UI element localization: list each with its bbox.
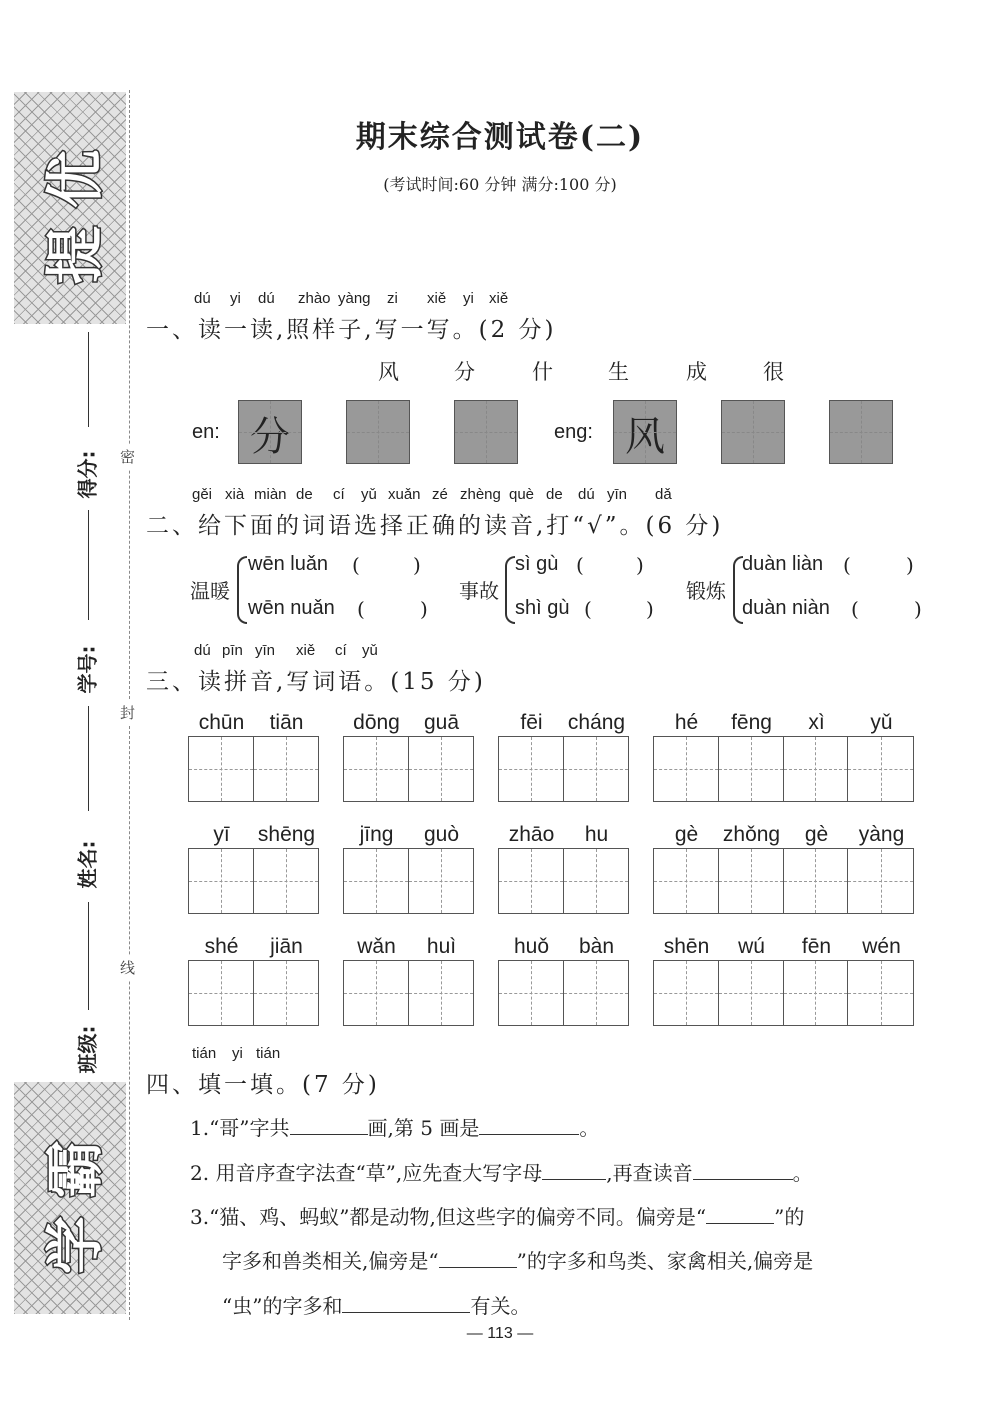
side-rule-2 [88,510,89,620]
q4-item3-line3-a: “虫”的字多和 [222,1294,343,1318]
q4-item-3-line1 [190,1201,804,1230]
q2-brace-1 [237,556,247,624]
q3-r1-py: guā [423,711,460,734]
q3-r2-py: yī [213,823,230,846]
q2-pinyin-3: miàn [254,486,287,503]
q2-paren-3a-close: ) [906,553,914,577]
q3-r1-py: cháng [567,711,626,734]
q1-eng-box-3[interactable] [829,400,893,464]
q4-pinyin-3: tián [256,1045,281,1062]
q3-r3-py: fēn [801,935,832,958]
q3-r2-py: zhāo [508,823,555,846]
seal-xian: 线 [120,955,135,980]
q2-paren-1b-open[interactable]: ( [357,597,365,621]
q1-en-box-3[interactable] [454,400,518,464]
q2-option-3b: duàn niàn [742,597,830,619]
badge-top-text: 提优 [41,131,109,285]
q3-r1-py: fēng [731,711,772,734]
q4-blank-stroke-count[interactable] [290,1116,368,1135]
q2-option-2a: sì gù [515,553,559,575]
q2-option-1b: wēn nuǎn [248,597,335,619]
q3-r3-py: huǒ [513,935,550,958]
q4-item1-b: 画,第 5 画是 [367,1116,480,1140]
q2-paren-3b-open[interactable]: ( [851,597,859,621]
seal-feng: 封 [120,700,135,725]
q2-word-1: 温暖 [190,579,230,603]
q3-r3-py: wǎn [357,935,396,958]
q1-en-example: 分 [250,414,290,460]
q4-item2-b: ,再查读音 [606,1161,693,1185]
q4-item-3-line2 [222,1245,813,1274]
q3-r2-py: yàng [858,823,905,846]
q3-r2-py: shēng [257,823,316,846]
seal-mi: 密 [120,444,135,469]
q1-en-example-box [238,400,302,464]
q4-item2-a: 2. 用音序查字法查“草”,应先查大写字母 [190,1161,543,1185]
q1-pinyin-9: xiě [489,290,509,307]
q3-r3-py: shēn [663,935,710,958]
q3-grid-r2-w4[interactable] [653,848,914,914]
q2-paren-3a-open[interactable]: ( [843,553,851,577]
q2-option-2b: shì gù [515,597,570,619]
q3-grid-r3-w1[interactable] [188,960,319,1026]
q3-pinyin-1: dú [194,642,211,659]
q4-item3-line2-a: 字多和兽类相关,偏旁是“ [222,1249,439,1273]
side-rule-3 [88,706,89,811]
q1-pinyin-5: yàng [338,290,371,307]
q3-r1-py: yǔ [870,711,893,734]
q3-r2-py: hu [584,823,609,846]
q1-char-6: 很 [763,360,784,384]
q1-pinyin-2: yi [230,290,241,307]
label-student-no: 学号: [75,645,100,694]
q1-pinyin-8: yi [463,290,474,307]
q3-r2-py: zhǒng [722,823,781,846]
q1-pinyin-3: dú [258,290,275,307]
q3-r1-py: chūn [198,711,245,734]
q4-pinyin-2: yi [232,1045,243,1062]
q4-item3-line1-a: 3.“猫、鸡、蚂蚁”都是动物,但这些字的偏旁不同。偏旁是“ [190,1205,707,1229]
exam-info: (考试时间:60 分钟 满分:100 分) [383,175,617,194]
q3-heading: 三、读拼音,写词语。(15 分) [146,669,486,695]
q1-char-2: 分 [454,360,475,384]
q2-pinyin-11: de [546,486,563,503]
q1-pinyin-1: dú [194,290,211,307]
q2-pinyin-10: què [509,486,535,503]
q4-blank-radical-2[interactable] [439,1249,517,1268]
label-name: 姓名: [75,840,100,889]
q4-blank-capital-letter[interactable] [542,1161,606,1180]
q3-grid-r3-w4[interactable] [653,960,914,1026]
q3-grid-r3-w2[interactable] [343,960,474,1026]
q1-char-1: 风 [378,360,399,384]
q1-pinyin-6: zi [387,290,398,307]
q3-r1-py: dōng [353,711,400,734]
q4-item-2 [190,1157,813,1186]
q2-paren-2a-close: ) [636,553,644,577]
q3-grid-r2-w2[interactable] [343,848,474,914]
q4-blank-radical-1[interactable] [706,1205,774,1224]
q3-r3-py: bàn [578,935,615,958]
q4-blank-insects[interactable] [342,1294,470,1313]
q3-r3-py: jiān [270,935,303,958]
q2-paren-2a-open[interactable]: ( [576,553,584,577]
q3-pinyin-4: xiě [296,642,316,659]
q2-heading: 二、给下面的词语选择正确的读音,打“√”。(6 分) [146,513,724,539]
q4-item-3-line3 [222,1290,530,1319]
q1-pinyin-4: zhào [298,290,331,307]
q4-item-1 [190,1112,599,1141]
q2-pinyin-8: zé [432,486,448,503]
q2-pinyin-14: dǎ [655,486,672,503]
badge-bottom [14,1082,126,1314]
q4-item3-line3-b: 有关。 [470,1294,531,1318]
q3-r2-py: gè [674,823,699,846]
q3-r3-py: wú [738,935,765,958]
q2-pinyin-13: yīn [607,486,628,503]
q3-r2-py: gè [804,823,829,846]
side-rule-1 [88,332,89,427]
page-title: 期末综合测试卷(二) [355,120,645,155]
q4-item1-c: 。 [579,1116,600,1140]
q2-paren-1b-close: ) [420,597,428,621]
q2-paren-3b-close: ) [914,597,922,621]
q2-word-3: 锻炼 [686,579,726,603]
q1-eng-example: 风 [625,414,665,460]
q2-pinyin-2: xià [225,486,245,503]
q2-pinyin-9: zhèng [460,486,501,503]
badge-bottom-text: 学霸 [41,1121,109,1275]
q3-grid-r1-w2[interactable] [343,736,474,802]
label-class: 班级: [75,1025,100,1074]
q3-pinyin-3: yīn [255,642,276,659]
q3-r1-py: hé [674,711,699,734]
q3-r3-py: shé [204,935,239,958]
q3-r1-py: tiān [269,711,304,734]
q1-en-label: en: [192,421,220,443]
q2-paren-2b-close: ) [646,597,654,621]
q3-r3-py: wén [862,935,901,958]
q3-r1-py: xì [808,711,825,734]
q4-blank-fifth-stroke[interactable] [479,1116,579,1135]
q1-pinyin-7: xiě [427,290,447,307]
q3-grid-r3-w3[interactable] [498,960,629,1026]
q3-grid-r1-w3[interactable] [498,736,629,802]
q1-char-3: 什 [532,360,553,384]
q1-char-4: 生 [608,360,629,384]
label-score: 得分: [75,450,100,499]
q1-eng-box-2[interactable] [721,400,785,464]
q1-heading: 一、读一读,照样子,写一写。(2 分) [146,317,557,343]
q2-paren-2b-open[interactable]: ( [584,597,592,621]
q3-pinyin-5: cí [335,642,347,659]
q1-eng-label: eng: [554,421,593,443]
q2-paren-1a-close: ) [413,553,421,577]
q2-option-3a: duàn liàn [742,553,824,575]
q3-r2-py: guò [423,823,460,846]
q4-item1-a: 1.“哥”字共 [190,1116,290,1140]
q2-pinyin-1: gěi [192,486,213,503]
q2-pinyin-4: de [296,486,313,503]
q3-pinyin-2: pīn [222,642,243,659]
q3-grid-r2-w1[interactable] [188,848,319,914]
q4-item3-line2-b: ”的字多和鸟类、家禽相关,偏旁是 [516,1249,814,1273]
q2-paren-1a-open[interactable]: ( [352,553,360,577]
q3-r3-py: huì [426,935,457,958]
q2-pinyin-12: dú [578,486,595,503]
q3-r1-py: fēi [520,711,543,734]
page-number: — 113 — [466,1325,534,1342]
q1-char-5: 成 [686,360,707,384]
q4-pinyin-1: tián [192,1045,217,1062]
q3-grid-r2-w3[interactable] [498,848,629,914]
q4-item2-c: 。 [792,1161,813,1185]
q3-r2-py: jīng [359,823,394,846]
side-rule-4 [88,902,89,1010]
q2-pinyin-7: xuǎn [388,486,421,503]
q2-option-1a: wēn luǎn [248,553,329,575]
q4-item3-line1-b: ”的 [774,1205,805,1229]
q3-grid-r1-w4[interactable] [653,736,914,802]
q3-grid-r1-w1[interactable] [188,736,319,802]
q1-en-box-2[interactable] [346,400,410,464]
q2-pinyin-5: cí [333,486,345,503]
q4-blank-reading[interactable] [693,1161,793,1180]
q3-pinyin-6: yǔ [362,642,378,659]
q2-pinyin-6: yǔ [361,486,377,503]
q1-eng-example-box [613,400,677,464]
q2-brace-2 [505,556,515,624]
q4-heading: 四、填一填。(7 分) [146,1072,380,1098]
q2-word-2: 事故 [459,579,499,603]
